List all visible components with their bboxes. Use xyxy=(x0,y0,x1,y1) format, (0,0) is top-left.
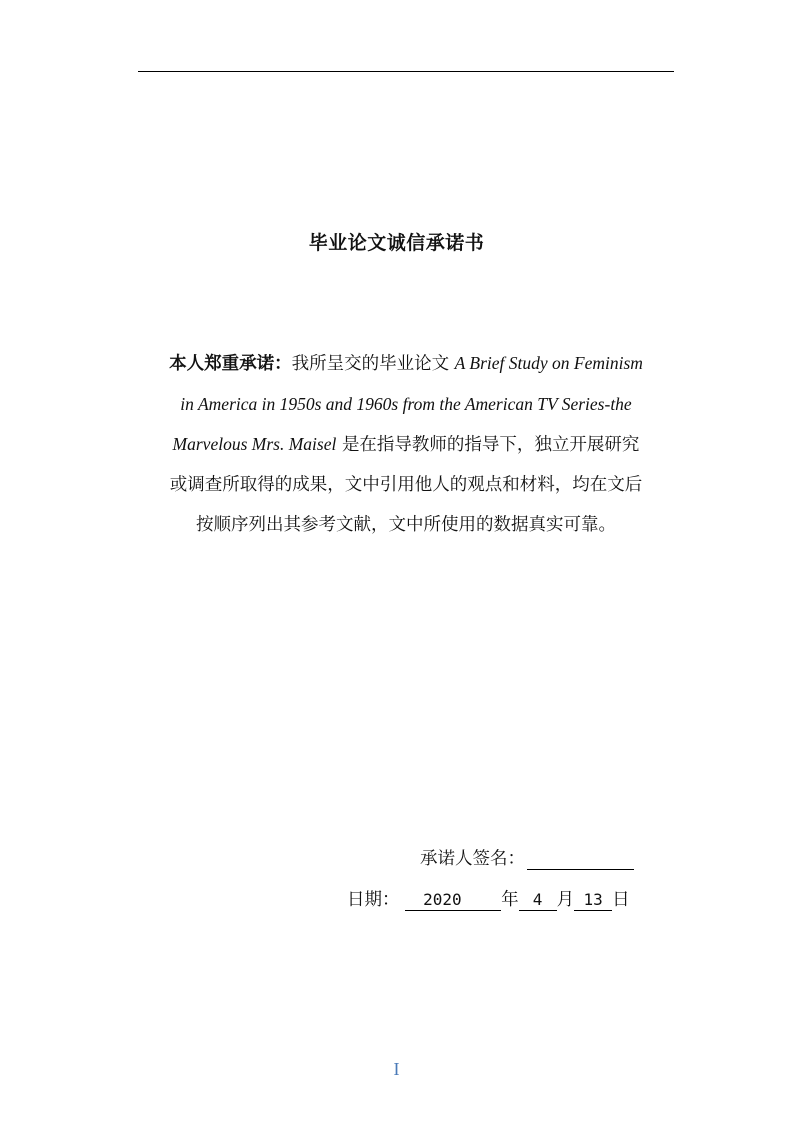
date-month-unit: 月 xyxy=(556,890,575,910)
header-rule xyxy=(138,71,674,72)
pledge-line-3 xyxy=(138,424,674,465)
thesis-title-part-1: A Brief Study on Feminism xyxy=(454,353,643,373)
signature-field[interactable] xyxy=(527,851,634,870)
pledge-line-4: 或调查所取得的成果，文中引用他人的观点和材料，均在文后 xyxy=(169,475,643,495)
signature-label: 承诺人签名： xyxy=(420,849,525,869)
pledge-paragraph xyxy=(138,343,674,545)
thesis-title-part-2: in America in 1950s and 1960s from the American TV Series-the xyxy=(180,394,632,414)
date-month-field[interactable]: 4 xyxy=(519,890,557,911)
document-title: 毕业论文诚信承诺书 xyxy=(308,232,485,254)
date-label: 日期： xyxy=(347,890,400,910)
signature-row xyxy=(420,845,634,870)
pledge-line1-zh: 我所呈交的毕业论文 xyxy=(291,354,450,374)
pledge-line-1 xyxy=(138,343,674,384)
page-number: I xyxy=(393,1059,400,1079)
date-day-field[interactable]: 13 xyxy=(574,890,612,911)
pledge-lead: 本人郑重承诺： xyxy=(169,354,292,374)
date-year-field[interactable]: 2020 xyxy=(405,890,501,911)
date-day-unit: 日 xyxy=(612,890,630,910)
pledge-line3-zh: 是在指导教师的指导下，独立开展研究 xyxy=(341,435,640,455)
pledge-line-5: 按顺序列出其参考文献，文中所使用的数据真实可靠。 xyxy=(196,515,616,535)
date-year-unit: 年 xyxy=(501,890,519,910)
date-row xyxy=(347,886,630,911)
thesis-title-part-3: Marvelous Mrs. Maisel xyxy=(172,434,337,454)
